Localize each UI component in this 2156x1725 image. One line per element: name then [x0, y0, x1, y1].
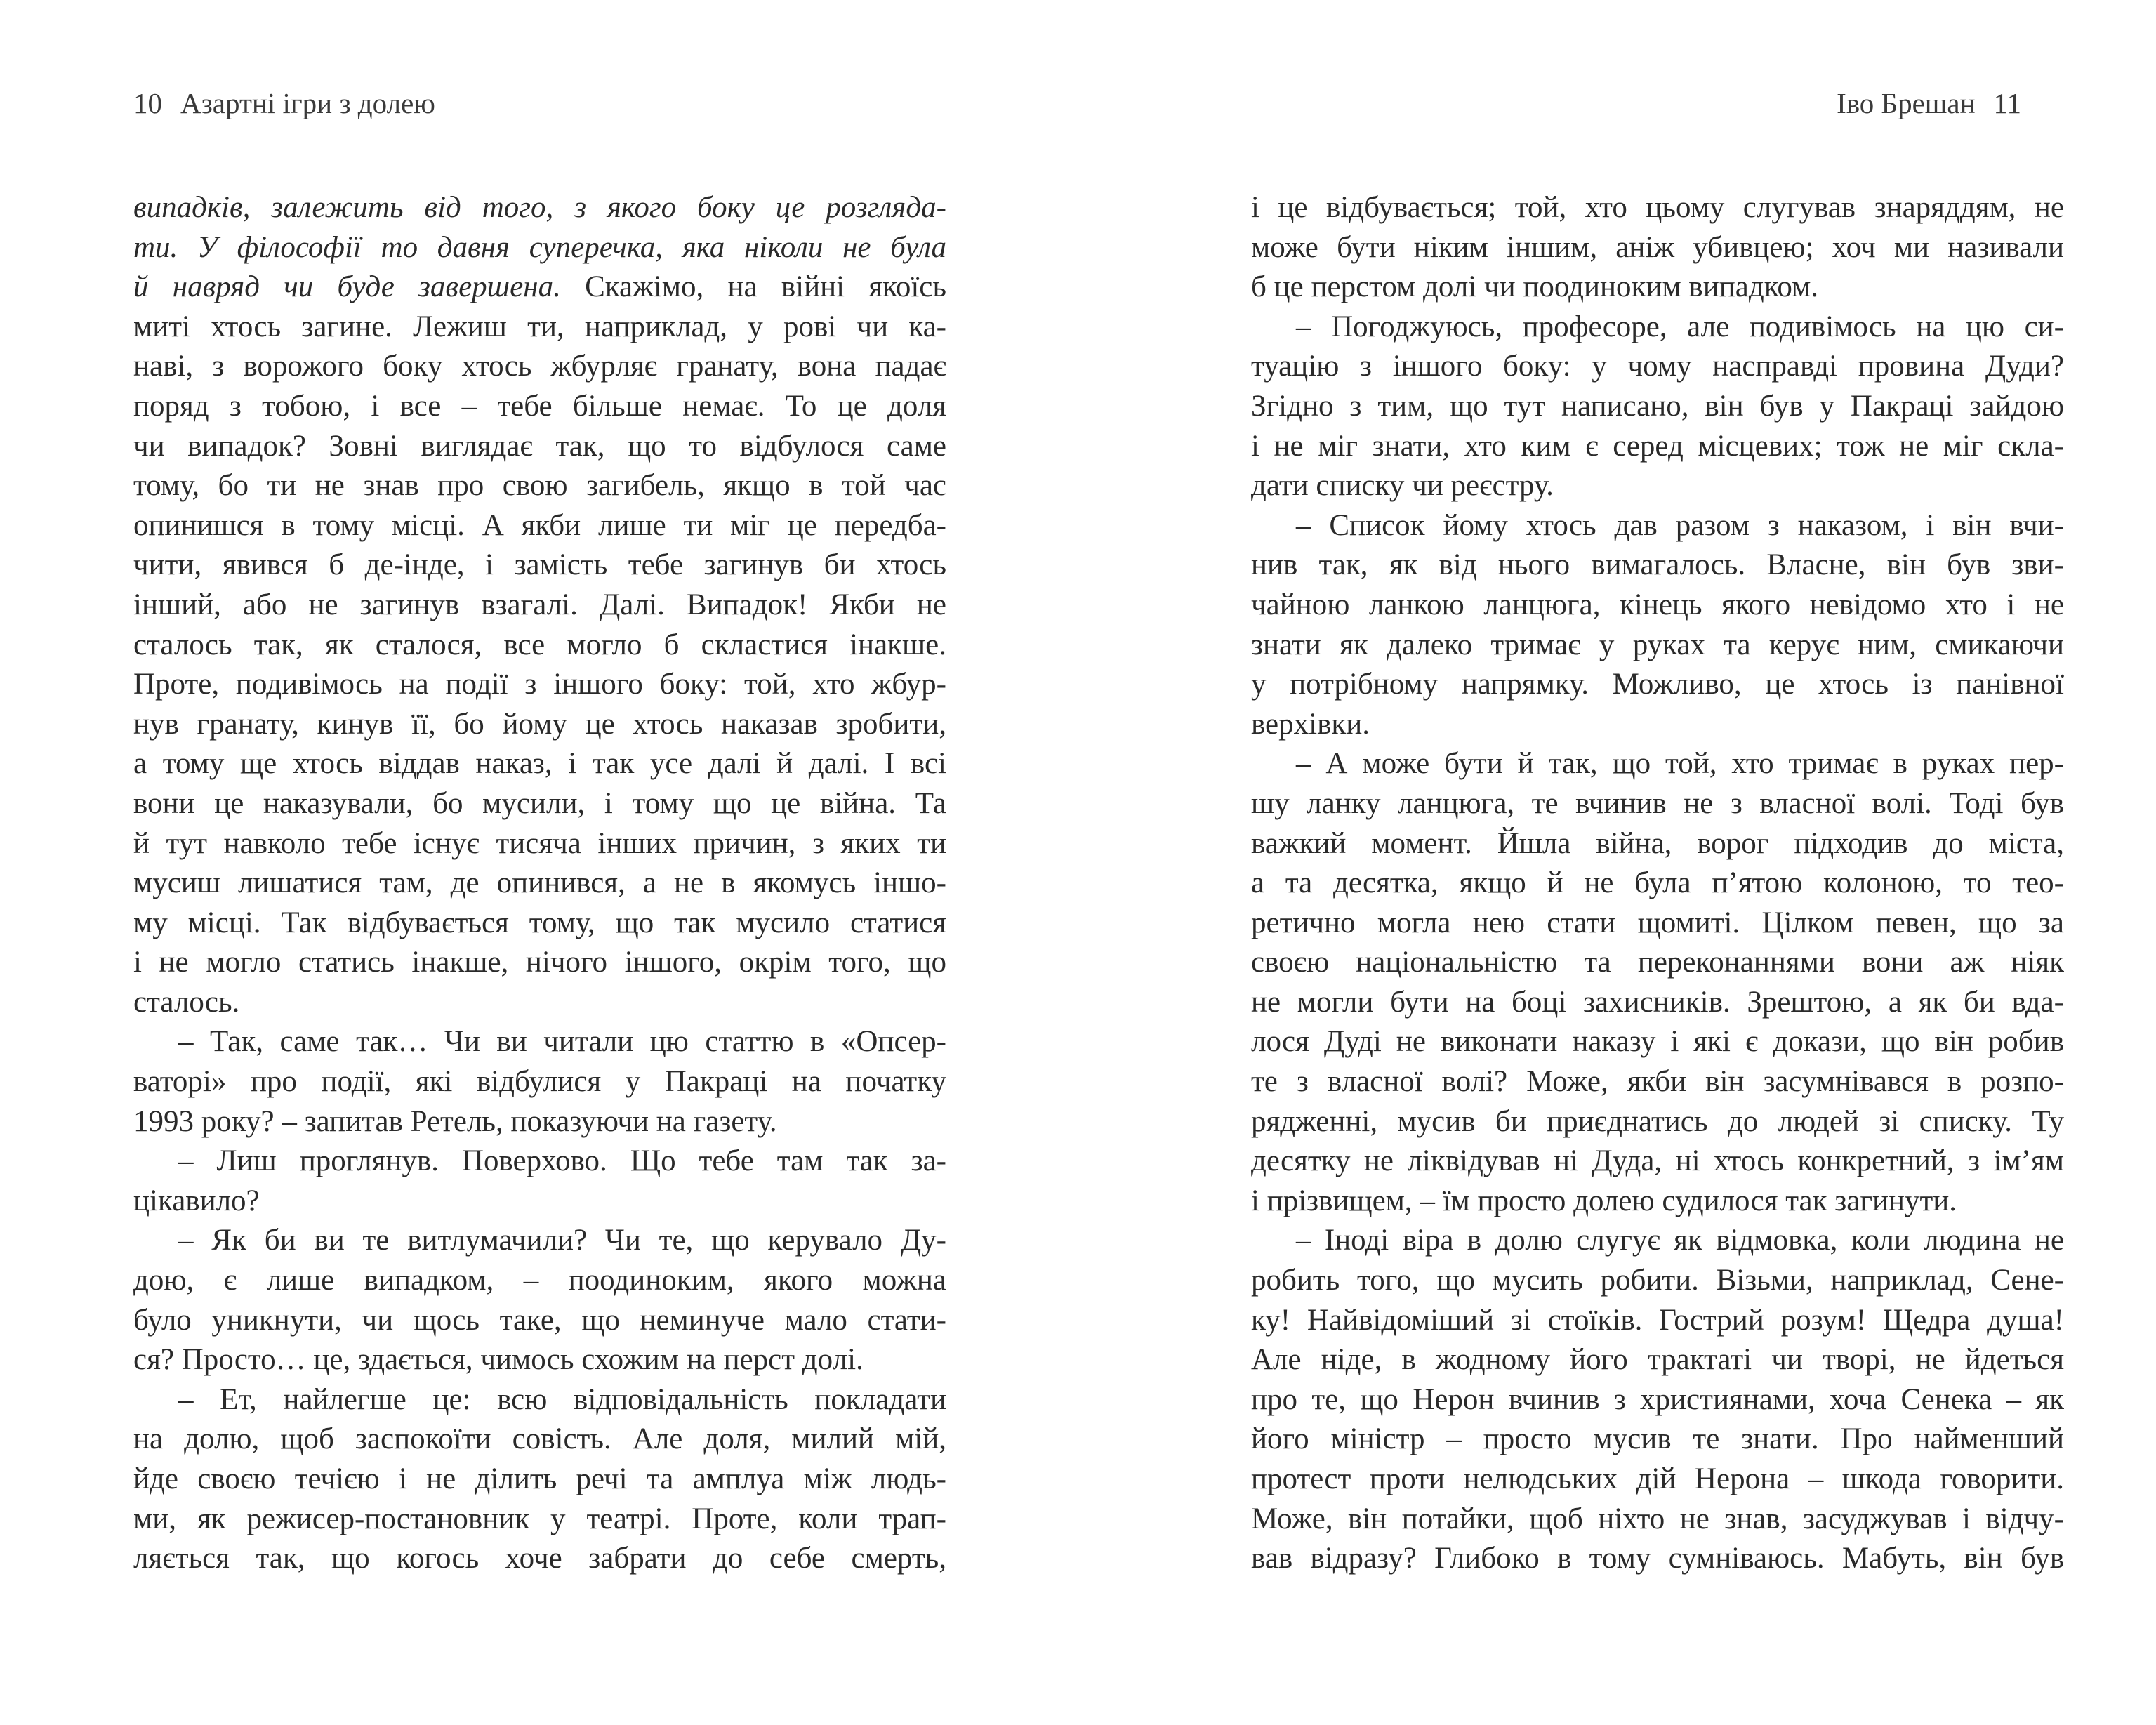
text-segment: – Лиш проглянув. Поверхово. Що тебе там так за-	[178, 1144, 946, 1178]
text-segment: те з власної волі? Може, якби він засумнівався в розпо-	[1251, 1065, 2064, 1099]
text-segment: а та десятка, якщо й не була п’ятою колоною, то тео-	[1251, 866, 2064, 900]
text-line	[1251, 1301, 2064, 1341]
italic-text: й навряд чи буде завершена.	[133, 270, 561, 304]
text-segment: дою, є лише випадком, – поодиноким, якого можна	[133, 1264, 946, 1297]
text-line	[133, 1380, 946, 1420]
text-segment: на долю, щоб заспокоїти совість. Але доля, милий мій,	[133, 1422, 946, 1456]
text-line	[1251, 387, 2064, 427]
text-segment: мусиш лишатися там, де опинився, а не в якомусь іншо-	[133, 866, 946, 900]
text-segment: Може, він потайки, щоб ніхто не знав, засуджував і відчу-	[1251, 1502, 2064, 1535]
text-line	[1251, 1460, 2064, 1500]
text-line	[133, 904, 946, 944]
text-segment: і це відбувається; той, хто цьому слугував знаряддям, не	[1251, 191, 2064, 224]
text-line	[1251, 347, 2064, 387]
text-segment: ретично могла нею стати щомиті. Цілком певен, що за	[1251, 906, 2064, 939]
text-line	[1251, 943, 2064, 983]
author-name: Іво Брешан	[1837, 87, 1976, 119]
text-segment: рядженні, мусив би приєднатись до людей зі списку. Ту	[1251, 1104, 2064, 1138]
text-line	[1251, 466, 2064, 506]
text-line	[133, 1340, 946, 1380]
text-segment: протест проти нелюдських дій Нерона – шкода говорити.	[1251, 1462, 2064, 1495]
text-line	[133, 427, 946, 467]
text-segment: вав відразу? Глибоко в тому сумніваюсь. Мабуть, він був	[1251, 1542, 2064, 1575]
text-line	[1251, 1022, 2064, 1062]
text-segment: Згідно з тим, що тут написано, він був у Пакраці зайдою	[1251, 389, 2064, 423]
text-line	[133, 705, 946, 745]
text-line	[1251, 427, 2064, 467]
text-segment: б це перстом долі чи поодиноким випадком.	[1251, 270, 1819, 304]
text-segment: дати списку чи реєстру.	[1251, 469, 1554, 503]
text-line	[1251, 1340, 2064, 1380]
text-line	[1251, 1500, 2064, 1540]
text-line	[133, 228, 946, 268]
text-segment: важкий момент. Йшла війна, ворог підходив до міста,	[1251, 826, 2064, 860]
text-line	[133, 943, 946, 983]
text-line	[133, 1539, 946, 1579]
text-segment: шу ланку ланцюга, те вчинив не з власної волі. Тоді був	[1251, 786, 2064, 820]
text-line	[1251, 1102, 2064, 1142]
text-segment: знати як далеко тримає у руках та керує ним, смикаючи	[1251, 628, 2064, 661]
text-line	[133, 626, 946, 666]
text-segment: – Як би ви те витлумачили? Чи те, що керувало Ду-	[178, 1224, 946, 1257]
text-segment: ми, як режисер-постановник у театрі. Проте, коли трап-	[133, 1502, 946, 1535]
text-line	[133, 824, 946, 864]
text-line	[1251, 228, 2064, 268]
text-segment: своєю національністю та переконаннями вони аж ніяк	[1251, 946, 2064, 979]
text-segment: інший, або не загинув взагалі. Далі. Випадок! Якби не	[133, 588, 946, 621]
body-text-right	[1251, 188, 2064, 1579]
text-segment: робить того, що мусить робити. Візьми, наприклад, Сене-	[1251, 1264, 2064, 1297]
right-page	[1078, 0, 2156, 1725]
text-line	[1251, 626, 2064, 666]
text-segment: тому, бо ти не знав про свою загибель, якщо в той час	[133, 469, 946, 503]
text-segment: – Іноді віра в долю слугує як відмовка, коли людина не	[1296, 1224, 2064, 1257]
running-head-right	[1837, 86, 2021, 121]
text-line	[1251, 546, 2064, 586]
text-segment: й тут навколо тебе існує тисяча інших причин, з яких ти	[133, 826, 946, 860]
text-line	[1251, 1221, 2064, 1261]
text-segment: десятку не ліквідував ні Дуда, ні хтось конкретний, з ім’ям	[1251, 1144, 2064, 1178]
text-line	[133, 983, 946, 1023]
text-segment: ся? Просто… це, здається, чимось схожим на перст долі.	[133, 1343, 864, 1377]
text-segment: Але ніде, в жодному його трактаті чи творі, не йдеться	[1251, 1343, 2064, 1377]
text-line	[133, 1460, 946, 1500]
text-line	[1251, 586, 2064, 626]
text-line	[1251, 864, 2064, 904]
text-line	[1251, 1182, 2064, 1222]
text-line	[133, 466, 946, 506]
text-line	[133, 1221, 946, 1261]
body-text-left	[133, 188, 946, 1579]
text-segment: ляється так, що когось хоче забрати до себе смерть,	[133, 1542, 946, 1575]
text-line	[1251, 1062, 2064, 1102]
text-segment: його міністр – просто мусив те знати. Про найменший	[1251, 1422, 2064, 1456]
text-line	[1251, 1420, 2064, 1460]
text-segment: може бути ніким іншим, аніж убивцею; хоч ми називали	[1251, 230, 2064, 264]
text-segment: ку! Найвідоміший зі стоїків. Гострий розум! Щедра душа!	[1251, 1303, 2064, 1337]
text-line	[1251, 904, 2064, 944]
text-segment: туацію з іншого боку: у чому насправді провина Дуди?	[1251, 350, 2064, 383]
text-line	[133, 546, 946, 586]
page-number: 11	[1993, 87, 2021, 119]
text-line	[133, 1022, 946, 1062]
text-segment: – Погоджуюсь, професоре, але подивімось на цю си-	[1296, 310, 2064, 343]
text-line	[133, 1142, 946, 1182]
text-segment: і не могло статись інакше, нічого іншого, окрім того, що	[133, 946, 946, 979]
text-line	[1251, 983, 2064, 1023]
text-line	[133, 1062, 946, 1102]
text-line	[133, 267, 946, 308]
text-segment: йде своєю течією і не ділить речі та амплуа між людь-	[133, 1462, 946, 1495]
text-line	[1251, 1380, 2064, 1420]
text-segment: Проте, подивімось на події з іншого боку: той, хто жбур-	[133, 668, 946, 701]
text-segment: ваторі» про події, які відбулися у Пакраці на початку	[133, 1065, 946, 1099]
text-line	[1251, 1539, 2064, 1579]
text-segment: чити, явився б де-інде, і замість тебе загинув би хтось	[133, 548, 946, 582]
text-segment: Скажімо, на війні якоїсь	[560, 270, 946, 304]
text-segment: опинишся в тому місці. А якби лише ти міг це передба-	[133, 508, 946, 542]
text-segment: миті хтось загине. Лежиш ти, наприклад, у рові чи ка-	[133, 310, 946, 343]
text-line	[1251, 784, 2064, 824]
text-segment: у потрібному напрямку. Можливо, це хтось із панівної	[1251, 668, 2064, 701]
italic-text: ти. У філософії то давня суперечка, яка ніколи не була	[133, 230, 946, 264]
text-line	[133, 347, 946, 387]
text-line	[133, 665, 946, 705]
text-segment: не могли бути на боці захисників. Зрештою, а як би вда-	[1251, 985, 2064, 1019]
text-segment: верхівки.	[1251, 707, 1370, 741]
text-segment: нив так, як від нього вимагалось. Власне, він був зви-	[1251, 548, 2064, 582]
text-line	[133, 387, 946, 427]
running-head-left	[133, 86, 435, 121]
text-line	[1251, 1142, 2064, 1182]
text-line	[133, 864, 946, 904]
text-line	[133, 1182, 946, 1222]
text-line	[133, 506, 946, 546]
text-segment: наві, з ворожого боку хтось жбурляє гранату, вона падає	[133, 350, 946, 383]
text-line	[133, 1261, 946, 1301]
text-line	[133, 1420, 946, 1460]
text-line	[1251, 506, 2064, 546]
text-line	[133, 1500, 946, 1540]
text-segment: сталось так, як сталося, все могло б скластися інакше.	[133, 628, 946, 661]
text-segment: – Список йому хтось дав разом з наказом, і він вчи-	[1296, 508, 2064, 542]
text-line	[1251, 824, 2064, 864]
text-segment: му місці. Так відбувається тому, що так мусило статися	[133, 906, 946, 939]
text-line	[1251, 1261, 2064, 1301]
text-line	[1251, 744, 2064, 784]
text-segment: – Ет, найлегше це: всю відповідальність покладати	[178, 1382, 946, 1416]
text-line	[133, 784, 946, 824]
text-segment: а тому ще хтось віддав наказ, і так усе далі й далі. І всі	[133, 747, 946, 781]
text-segment: і прізвищем, – їм просто долею судилося так загинути.	[1251, 1184, 1957, 1217]
text-segment: вони це наказували, бо мусили, і тому що це війна. Та	[133, 786, 946, 820]
text-segment: чайною ланкою ланцюга, кінець якого невідомо хто і не	[1251, 588, 2064, 621]
text-line	[1251, 308, 2064, 348]
text-segment: – А може бути й так, що той, хто тримає в руках пер-	[1296, 747, 2064, 781]
book-title: Азартні ігри з долею	[180, 87, 435, 119]
text-segment: – Так, саме так… Чи ви читали цю статтю в «Опсер-	[178, 1025, 946, 1059]
text-segment: і не міг знати, хто ким є серед місцевих; тож не міг скла-	[1251, 429, 2064, 463]
text-line	[1251, 267, 2064, 308]
text-line	[133, 1301, 946, 1341]
text-segment: нув гранату, кинув її, бо йому це хтось наказав зробити,	[133, 707, 946, 741]
text-line	[133, 308, 946, 348]
page-number: 10	[133, 87, 162, 119]
text-segment: 1993 року? – запитав Ретель, показуючи на газету.	[133, 1104, 777, 1138]
text-segment: про те, що Нерон вчинив з християнами, хоча Сенека – як	[1251, 1382, 2064, 1416]
text-line	[133, 188, 946, 228]
text-segment: цікавило?	[133, 1184, 260, 1217]
text-line	[1251, 188, 2064, 228]
text-line	[133, 1102, 946, 1142]
text-line	[133, 744, 946, 784]
text-line	[1251, 665, 2064, 705]
text-line	[1251, 705, 2064, 745]
text-segment: сталось.	[133, 985, 240, 1019]
text-segment: чи випадок? Зовні виглядає так, що то відбулося саме	[133, 429, 946, 463]
text-segment: лося Дуді не виконати наказу і які є докази, що він робив	[1251, 1025, 2064, 1059]
text-segment: поряд з тобою, і все – тебе більше немає. То це доля	[133, 389, 946, 423]
text-line	[133, 586, 946, 626]
italic-text: випадків, залежить від того, з якого боку це розгляда-	[133, 191, 946, 224]
text-segment: було уникнути, чи щось таке, що неминуче мало стати-	[133, 1303, 946, 1337]
